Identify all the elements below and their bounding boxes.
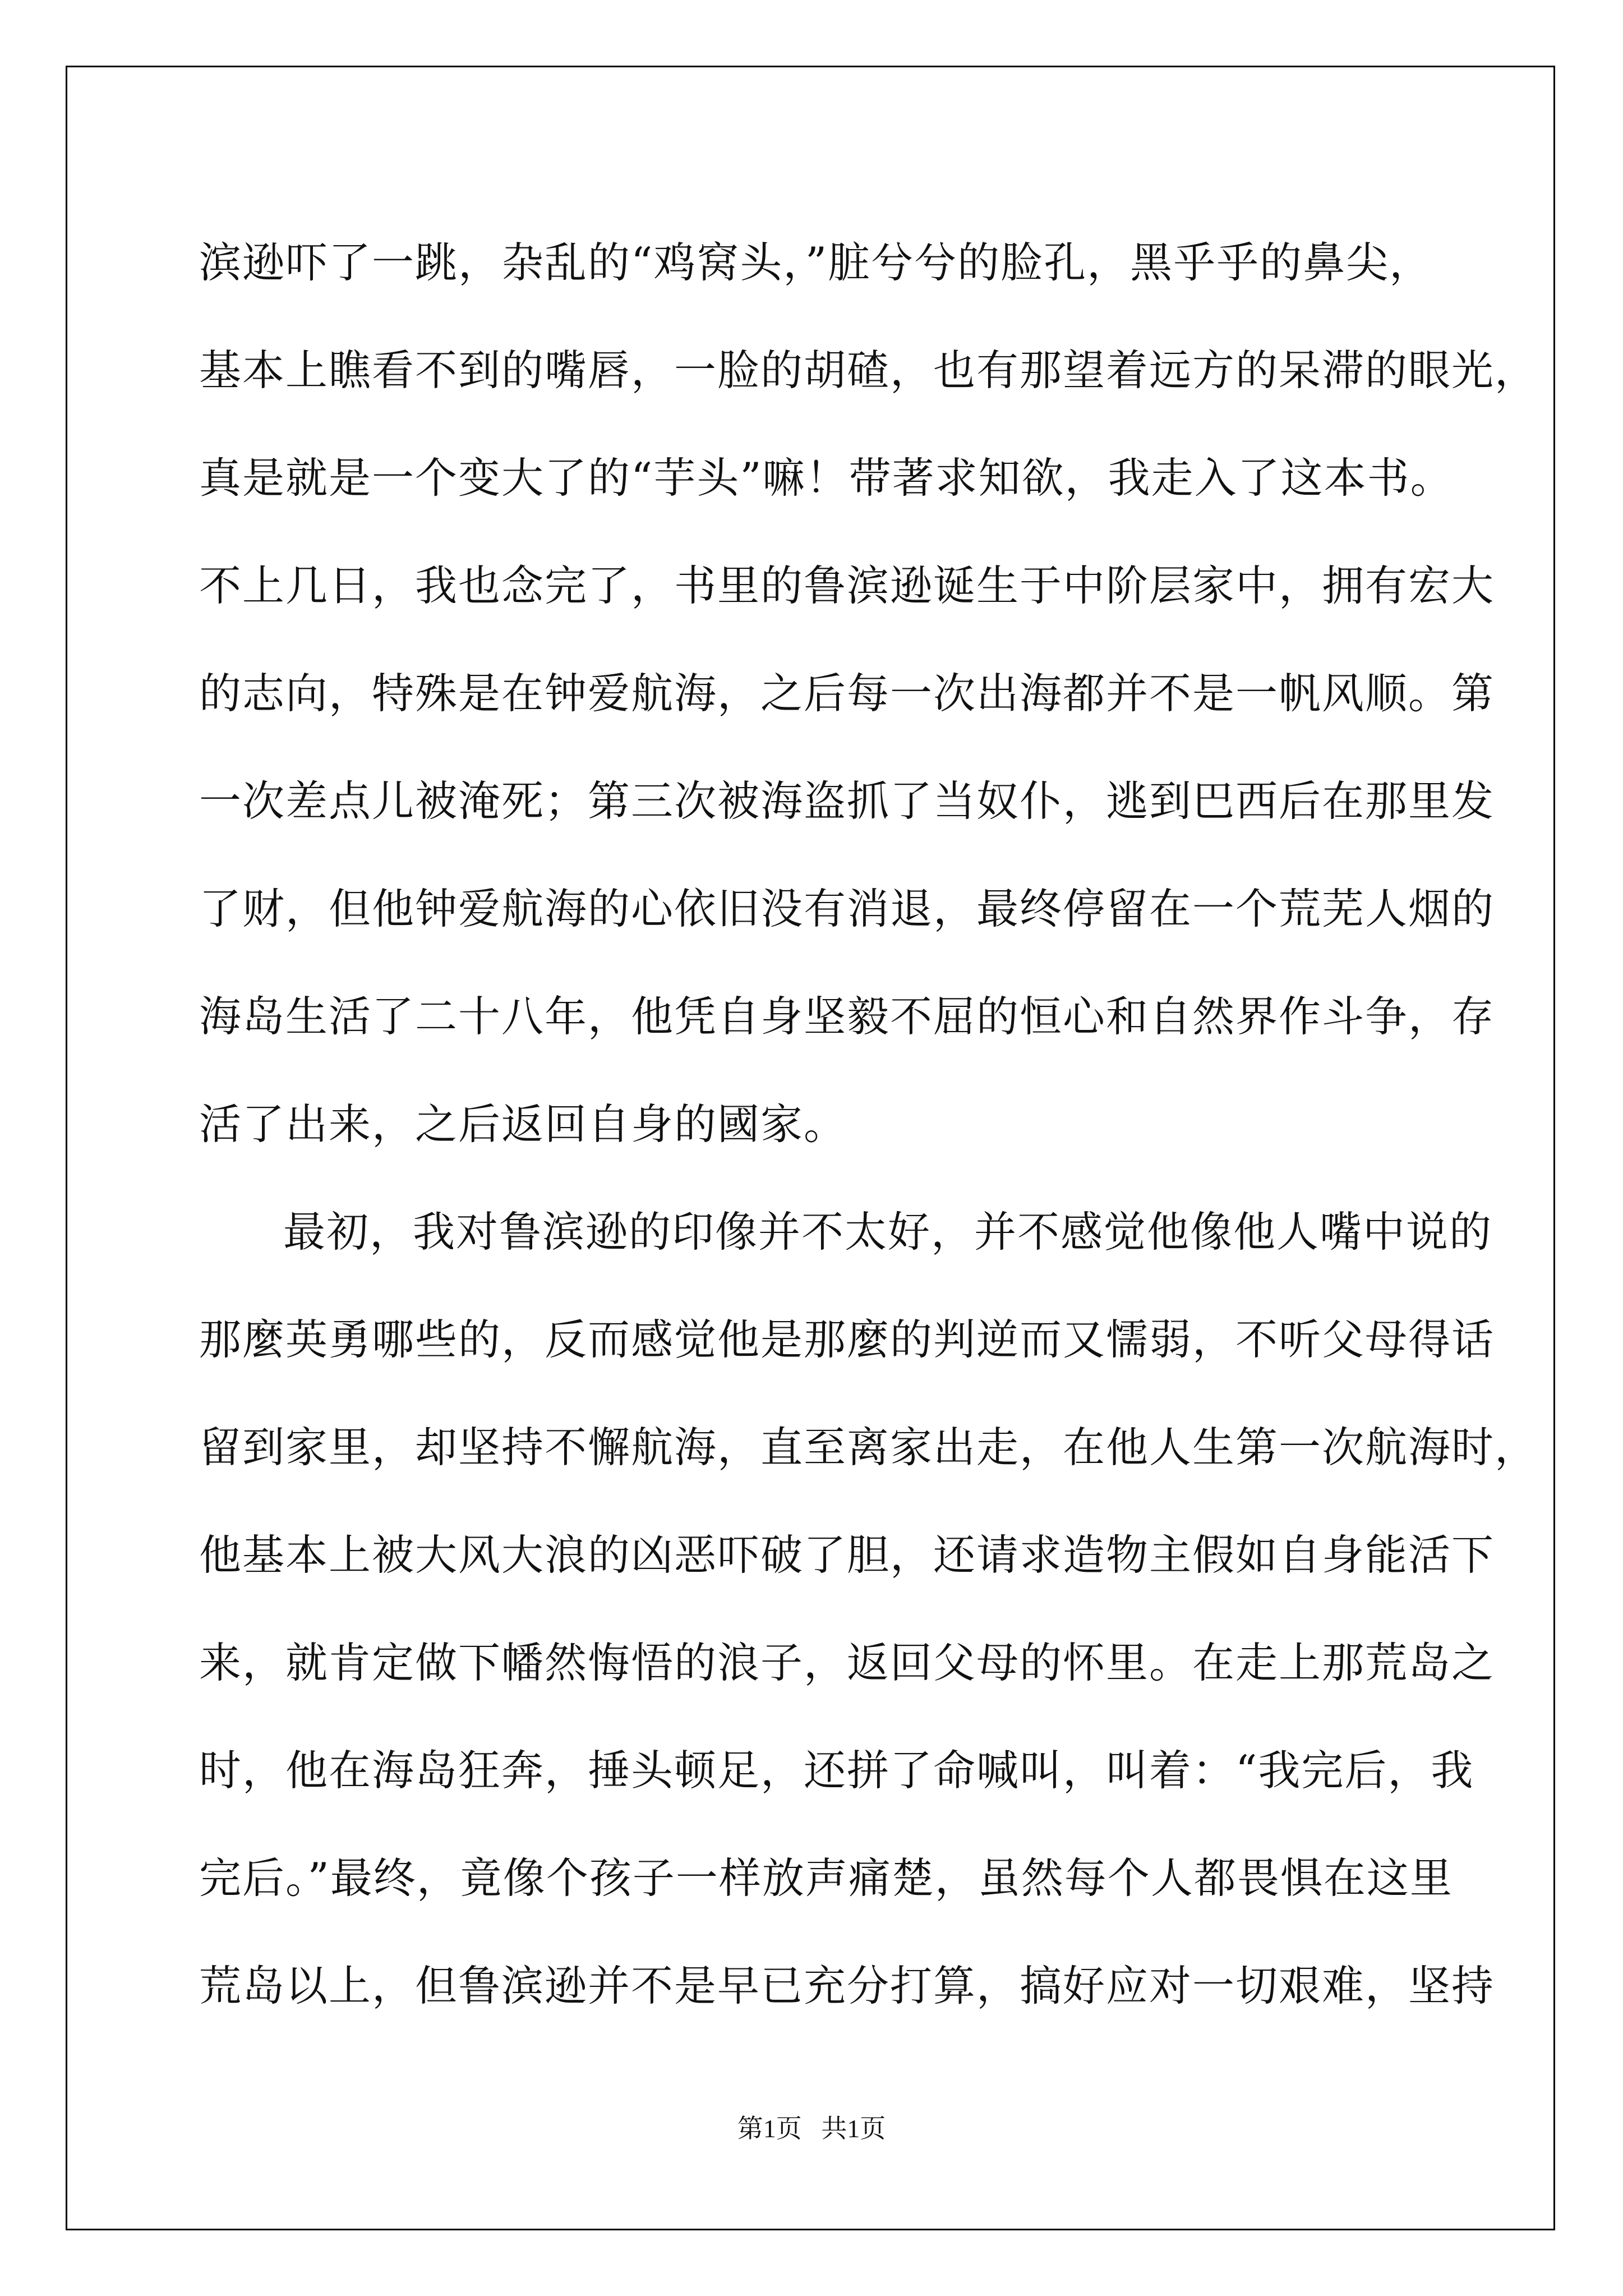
text-line: 海岛生活了二十八年，他凭自身坚毅不屈的恒心和自然界作斗争，存	[199, 992, 1495, 1041]
text-line: 他基本上被大风大浪的凶恶吓破了胆，还请求造物主假如自身能活下	[199, 1530, 1495, 1580]
text-line: 滨逊吓了一跳，杂乱的“鸡窝头，”脏兮兮的脸孔，黑乎乎的鼻尖，	[199, 238, 1433, 287]
text-line: 完后。”最终，竟像个孩子一样放声痛楚，虽然每个人都畏惧在这里	[199, 1853, 1453, 1903]
text-line: 真是就是一个变大了的“芋头”嘛！带著求知欲，我走入了这本书。	[199, 453, 1454, 503]
text-line: 时，他在海岛狂奔，捶头顿足，还拼了命喊叫，叫着：“我完后，我	[199, 1746, 1474, 1795]
text-line: 基本上瞧看不到的嘴唇，一脸的胡碴，也有那望着远方的呆滞的眼光，	[199, 346, 1538, 395]
text-line: 活了出来，之后返回自身的國家。	[199, 1099, 847, 1149]
text-line: 不上几日，我也念完了，书里的鲁滨逊诞生于中阶层家中，拥有宏大	[199, 561, 1495, 610]
text-line: 的志向，特殊是在钟爱航海，之后每一次出海都并不是一帆风顺。第	[199, 669, 1495, 718]
text-line: 留到家里，却坚持不懈航海，直至离家出走，在他人生第一次航海时，	[199, 1423, 1538, 1472]
text-line: 来，就肯定做下幡然悔悟的浪子，返回父母的怀里。在走上那荒岛之	[199, 1638, 1495, 1687]
text-line: 最初，我对鲁滨逊的印像并不太好，并不感觉他像他人嘴中说的	[283, 1207, 1493, 1257]
text-line: 荒岛以上，但鲁滨逊并不是早已充分打算，搞好应对一切艰难，坚持	[199, 1961, 1495, 2010]
text-line: 那麼英勇哪些的，反而感觉他是那麼的判逆而又懦弱，不听父母得话	[199, 1315, 1495, 1364]
page-footer: 第1页 共1页	[737, 2114, 886, 2143]
document-body	[199, 209, 1538, 2040]
text-line: 了财，但他钟爱航海的心依旧没有消退，最终停留在一个荒芜人烟的	[199, 884, 1495, 933]
text-line: 一次差点儿被淹死；第三次被海盗抓了当奴仆，逃到巴西后在那里发	[199, 776, 1495, 826]
